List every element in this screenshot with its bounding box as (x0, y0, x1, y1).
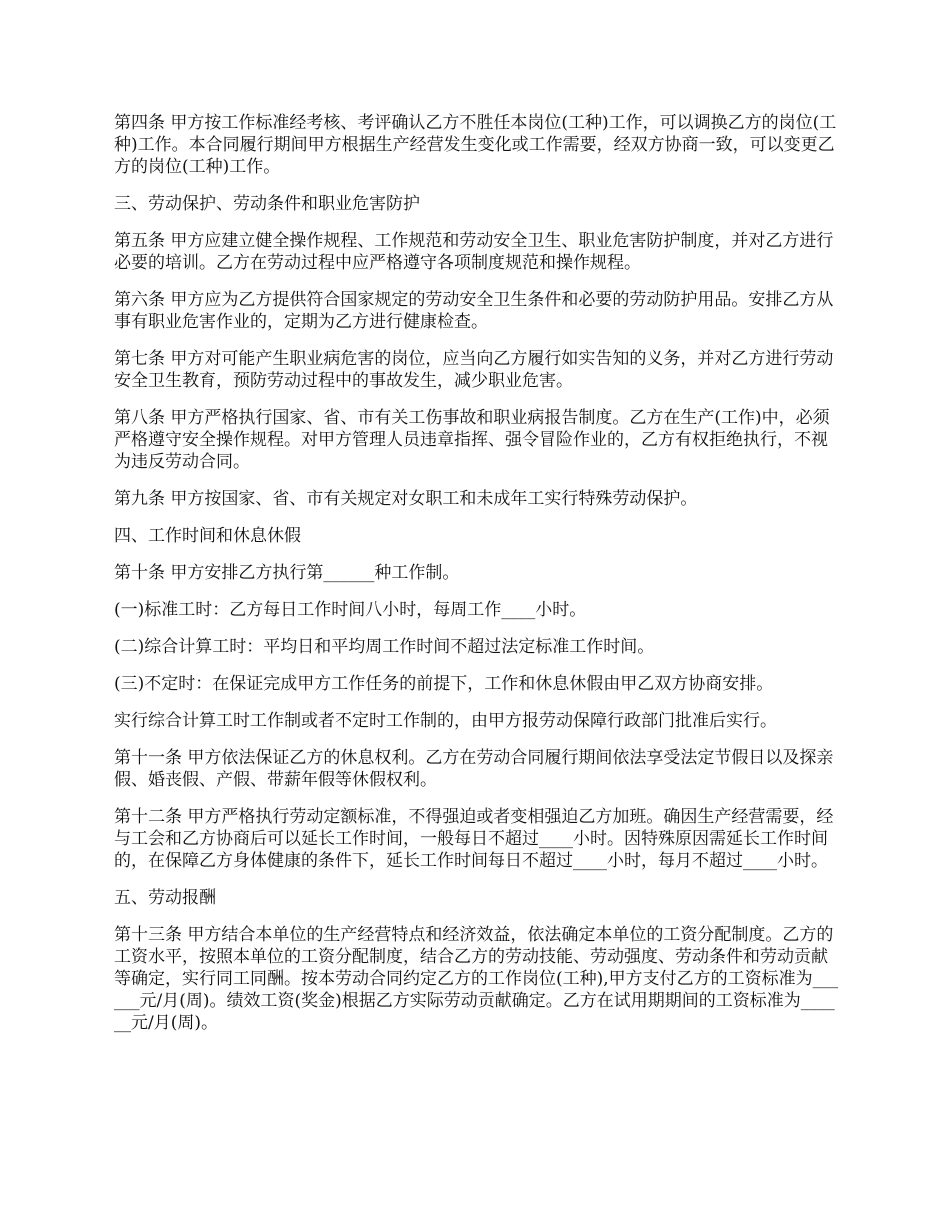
section-heading-labor-protection: 三、劳动保护、劳动条件和职业危害防护 (114, 194, 420, 214)
clause-11: 第十一条 甲方依法保证乙方的休息权利。乙方在劳动合同履行期间依法享受法定节假日以及探亲假、婚丧假、产假、带薪年假等休假权利。 (114, 748, 834, 790)
clause-10-item-2: (二)综合计算工时：平均日和平均周工作时间不超过法定标准工作时间。 (114, 637, 655, 657)
document-body (114, 112, 842, 1049)
clause-4: 第四条 甲方按工作标准经考核、考评确认乙方不胜任本岗位(工种)工作，可以调换乙方的岗位(工种)工作。本合同履行期间甲方根据生产经营发生变化或工作需要，经双方协商一致，可以变更乙方的岗位(工种)工作。 (114, 113, 837, 177)
clause-13: 第十三条 甲方结合本单位的生产经营特点和经济效益，依法确定本单位的工资分配制度。乙方的工资水平，按照本单位的工资分配制度，结合乙方的劳动技能、劳动强度、劳动条件和劳动贡献等确定，实行同工同酬。按本劳动合同约定乙方的工作岗位(工种),甲方支付乙方的工资标准为______元/月(周)。绩效工资(奖金)根据乙方实际劳动贡献确定。乙方在试用期期间的工资标准为______元/月(周)。 (114, 925, 839, 1033)
clause-8: 第八条 甲方严格执行国家、省、市有关工伤事故和职业病报告制度。乙方在生产(工作)中，必须严格遵守安全操作规程。对甲方管理人员违章指挥、强令冒险作业的，乙方有权拒绝执行，不视为违反劳动合同。 (114, 408, 830, 472)
clause-6: 第六条 甲方应为乙方提供符合国家规定的劳动安全卫生条件和必要的劳动防护用品。安排乙方从事有职业危害作业的，定期为乙方进行健康检查。 (114, 290, 834, 332)
clause-10-note: 实行综合计算工时工作制或者不定时工作制的，由甲方报劳动保障行政部门批准后实行。 (114, 711, 777, 731)
clause-5: 第五条 甲方应建立健全操作规程、工作规范和劳动安全卫生、职业危害防护制度，并对乙方进行必要的培训。乙方在劳动过程中应严格遵守各项制度规范和操作规程。 (114, 231, 834, 273)
clause-9: 第九条 甲方按国家、省、市有关规定对女职工和未成年工实行特殊劳动保护。 (114, 489, 698, 509)
clause-7: 第七条 甲方对可能产生职业病危害的岗位，应当向乙方履行如实告知的义务，并对乙方进行劳动安全卫生教育，预防劳动过程中的事故发生，减少职业危害。 (114, 349, 834, 391)
clause-10: 第十条 甲方安排乙方执行第______种工作制。 (114, 563, 460, 583)
section-heading-remuneration: 五、劳动报酬 (114, 888, 216, 908)
section-heading-working-hours: 四、工作时间和休息休假 (114, 526, 301, 546)
clause-12: 第十二条 甲方严格执行劳动定额标准，不得强迫或者变相强迫乙方加班。确因生产经营需要，经与工会和乙方协商后可以延长工作时间，一般每日不超过____小时。因特殊原因需延长工作时间的，在保障乙方身体健康的条件下，延长工作时间每日不超过____小时，每月不超过____小时。 (114, 807, 834, 871)
clause-10-item-3: (三)不定时：在保证完成甲方工作任务的前提下，工作和休息休假由甲乙双方协商安排。 (114, 674, 774, 694)
clause-10-item-1: (一)标准工时：乙方每日工作时间八小时，每周工作____小时。 (114, 600, 587, 620)
